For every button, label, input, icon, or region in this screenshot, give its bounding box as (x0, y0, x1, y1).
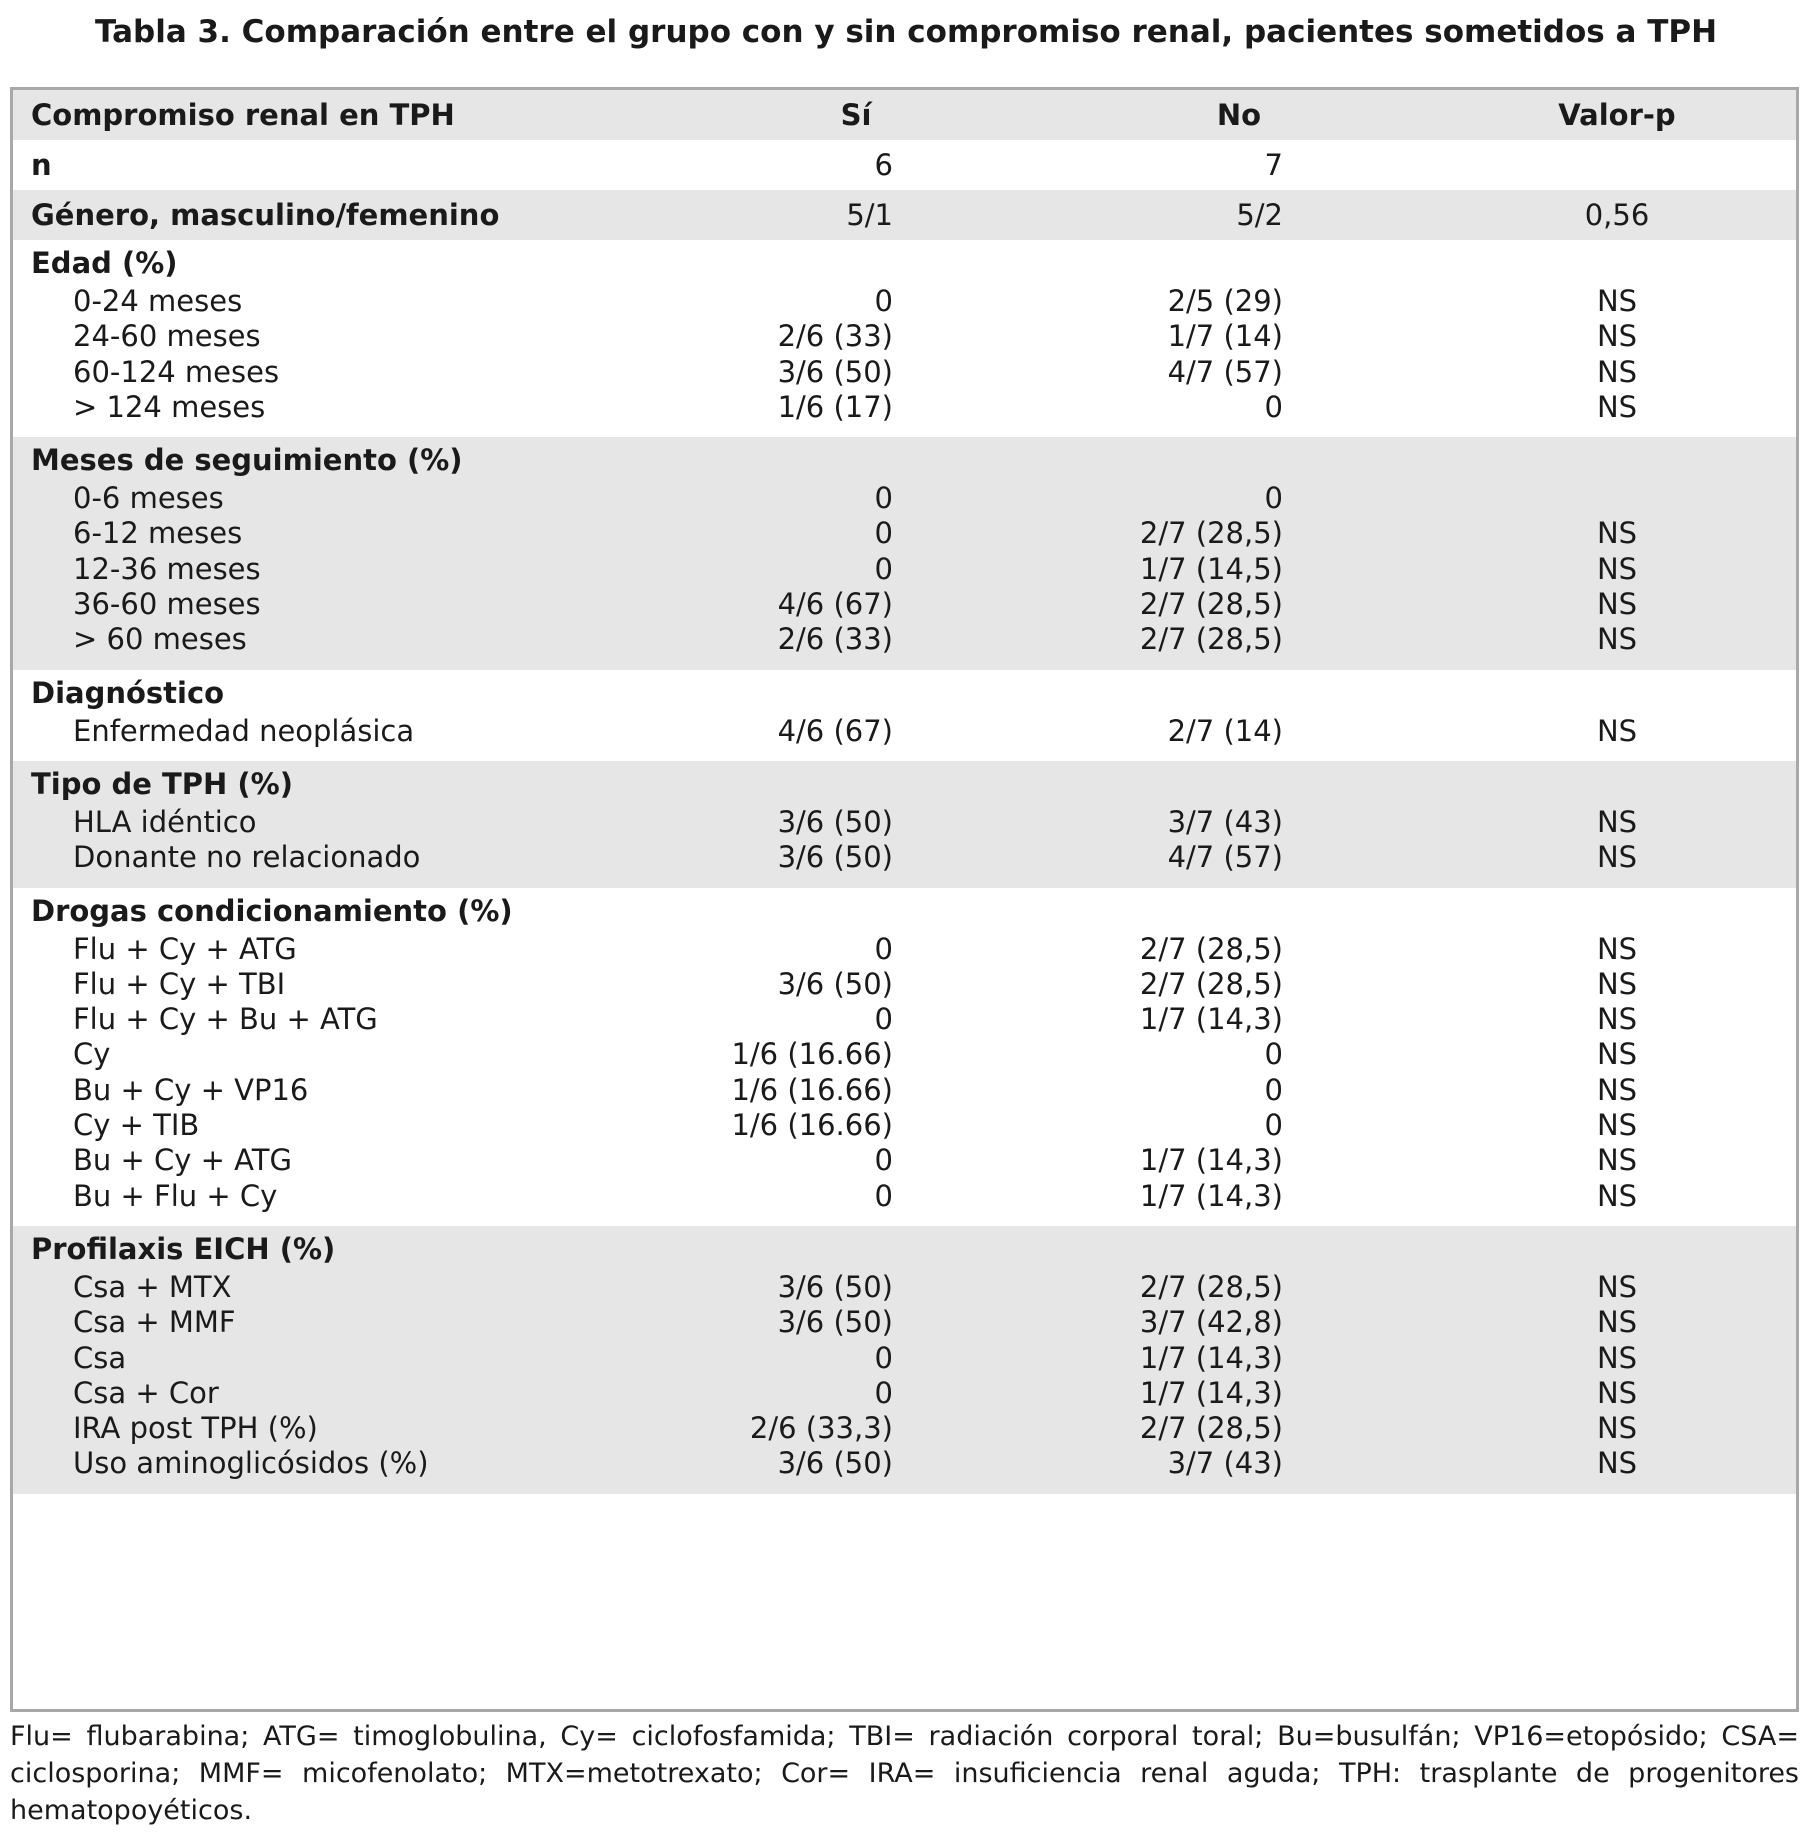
table-section (13, 240, 1796, 437)
cell-no: 1/7 (14) (1167, 319, 1283, 354)
cell-si: 1/6 (17) (777, 389, 893, 424)
row-label: Csa + MMF (73, 1305, 236, 1340)
cell-valor-p: NS (1596, 1143, 1638, 1178)
table-sub-row (13, 932, 1796, 966)
cell-no: 2/7 (28,5) (1139, 931, 1283, 966)
cell-valor-p: NS (1596, 551, 1638, 586)
cell-si: 0 (874, 1002, 893, 1037)
row-label: > 124 meses (73, 389, 266, 424)
table-row (13, 246, 1796, 280)
row-label: IRA post TPH (%) (73, 1411, 318, 1446)
table-section (13, 761, 1796, 888)
cell-si: 3/6 (50) (777, 804, 893, 839)
cell-valor-p: NS (1596, 1340, 1638, 1375)
table-sub-row (13, 805, 1796, 839)
cell-valor-p: NS (1596, 966, 1638, 1001)
cell-no: 2/5 (29) (1167, 284, 1283, 318)
cell-no: 1/7 (14,3) (1139, 1143, 1283, 1178)
row-label: Drogas condicionamiento (%) (31, 893, 513, 928)
cell-no: 4/7 (57) (1167, 354, 1283, 389)
row-label: Flu + Cy + ATG (73, 931, 297, 966)
row-label: Cy + TIB (73, 1108, 200, 1143)
table-row (13, 1232, 1796, 1266)
table-row (13, 148, 1796, 182)
header-valor-p: Valor-p (1558, 98, 1676, 132)
data-table (10, 87, 1799, 1712)
table-sub-row (13, 1446, 1796, 1480)
table-sub-row (13, 1073, 1796, 1107)
cell-valor-p: NS (1596, 1446, 1638, 1481)
table-sub-row (13, 1179, 1796, 1213)
table-sub-row (13, 1376, 1796, 1410)
row-label: > 60 meses (73, 622, 247, 657)
row-label: Enfermedad neoplásica (73, 713, 415, 748)
cell-valor-p: NS (1596, 840, 1638, 875)
cell-valor-p: NS (1596, 389, 1638, 424)
row-label: Donante no relacionado (73, 840, 421, 875)
cell-si: 0 (874, 1178, 893, 1213)
cell-no: 1/7 (14,5) (1139, 551, 1283, 586)
cell-si: 3/6 (50) (777, 1269, 893, 1304)
row-label: 0-6 meses (73, 481, 224, 516)
cell-si: 5/1 (846, 198, 893, 232)
cell-valor-p: NS (1596, 1178, 1638, 1213)
cell-si: 2/6 (33) (777, 319, 893, 354)
cell-no: 0 (1264, 1072, 1283, 1107)
cell-si: 3/6 (50) (777, 1446, 893, 1481)
cell-no: 2/7 (28,5) (1139, 622, 1283, 657)
cell-no: 2/7 (28,5) (1139, 966, 1283, 1001)
cell-si: 0 (874, 481, 893, 516)
table-sub-row (13, 355, 1796, 389)
table-section (13, 670, 1796, 761)
table-footnote: Flu= flubarabina; ATG= timoglobulina, Cy= ciclofosfamida; TBI= radiación corporal toral; Bu=busulfán; VP16=etopósido; CSA= ciclosporina; MMF= micofenolato; MTX=metotrexato; Cor= IRA= insuficiencia renal aguda; TPH: trasplante de progenitores hematopoyéticos. (10, 1721, 1799, 1826)
row-label: 24-60 meses (73, 319, 261, 354)
cell-si: 0 (874, 284, 893, 318)
table-sub-row (13, 1341, 1796, 1375)
cell-no: 3/7 (43) (1167, 804, 1283, 839)
cell-valor-p: NS (1596, 1305, 1638, 1340)
cell-si: 1/6 (16.66) (731, 1037, 893, 1072)
table-sub-row (13, 587, 1796, 621)
table-sub-row (13, 552, 1796, 586)
row-label: 60-124 meses (73, 354, 280, 389)
table-sub-row (13, 516, 1796, 550)
row-label: Cy (73, 1037, 111, 1072)
cell-no: 3/7 (42,8) (1139, 1305, 1283, 1340)
cell-valor-p: NS (1596, 587, 1638, 622)
cell-no: 0 (1264, 481, 1283, 516)
cell-si: 0 (874, 516, 893, 551)
row-label: Bu + Cy + ATG (73, 1143, 292, 1178)
table-row (13, 198, 1796, 232)
row-label: 6-12 meses (73, 516, 243, 551)
cell-valor-p: NS (1596, 1269, 1638, 1304)
header-si: Sí (840, 98, 872, 132)
table-sub-row (13, 1305, 1796, 1339)
cell-si: 3/6 (50) (777, 966, 893, 1001)
table-title: Tabla 3. Comparación entre el grupo con y sin compromiso renal, pacientes sometidos a TPH (94, 14, 1718, 50)
table-body (13, 140, 1796, 1494)
cell-no: 4/7 (57) (1167, 840, 1283, 875)
cell-si: 0 (874, 1375, 893, 1410)
table-sub-row (13, 1037, 1796, 1071)
row-label: Tipo de TPH (%) (31, 766, 293, 801)
table-sub-row (13, 1270, 1796, 1304)
cell-valor-p: NS (1596, 1072, 1638, 1107)
row-label: Género, masculino/femenino (31, 198, 500, 232)
table-sub-row (13, 967, 1796, 1001)
row-label: 12-36 meses (73, 551, 261, 586)
row-label: Flu + Cy + Bu + ATG (73, 1002, 378, 1037)
table-section (13, 437, 1796, 670)
cell-si: 6 (874, 148, 893, 182)
cell-no: 2/7 (28,5) (1139, 1269, 1283, 1304)
table-section (13, 888, 1796, 1226)
cell-no: 1/7 (14,3) (1139, 1340, 1283, 1375)
cell-no: 0 (1264, 1037, 1283, 1072)
cell-valor-p: 0,56 (1584, 198, 1650, 232)
table-sub-row (13, 1108, 1796, 1142)
table-sub-row (13, 481, 1796, 515)
cell-valor-p: NS (1596, 622, 1638, 657)
cell-valor-p: NS (1596, 1375, 1638, 1410)
cell-si: 3/6 (50) (777, 1305, 893, 1340)
table-sub-row (13, 1002, 1796, 1036)
table-sub-row (13, 1411, 1796, 1445)
cell-si: 1/6 (16.66) (731, 1108, 893, 1143)
cell-si: 0 (874, 1340, 893, 1375)
cell-no: 2/7 (14) (1167, 713, 1283, 748)
table-section (13, 190, 1796, 240)
cell-no: 2/7 (28,5) (1139, 587, 1283, 622)
cell-no: 7 (1264, 148, 1283, 182)
cell-valor-p: NS (1596, 931, 1638, 966)
row-label: Bu + Flu + Cy (73, 1178, 278, 1213)
row-label: Csa + Cor (73, 1375, 219, 1410)
cell-no: 1/7 (14,3) (1139, 1375, 1283, 1410)
cell-no: 2/7 (28,5) (1139, 516, 1283, 551)
cell-si: 3/6 (50) (777, 354, 893, 389)
table-section (13, 140, 1796, 190)
row-label: HLA idéntico (73, 804, 257, 839)
cell-valor-p: NS (1596, 1037, 1638, 1072)
cell-valor-p: NS (1596, 1411, 1638, 1446)
cell-si: 4/6 (67) (777, 713, 893, 748)
cell-si: 1/6 (16.66) (731, 1072, 893, 1107)
row-label: 36-60 meses (73, 587, 261, 622)
table-sub-row (13, 622, 1796, 656)
cell-valor-p: NS (1596, 1002, 1638, 1037)
cell-no: 0 (1264, 389, 1283, 424)
table-sub-row (13, 319, 1796, 353)
header-no: No (1216, 98, 1262, 132)
cell-valor-p: NS (1596, 284, 1638, 318)
row-label: n (31, 148, 52, 182)
cell-si: 0 (874, 931, 893, 966)
cell-si: 2/6 (33,3) (749, 1411, 893, 1446)
row-label: 0-24 meses (73, 284, 243, 318)
table-header-section (13, 90, 1796, 140)
table-header-row (13, 90, 1796, 140)
cell-valor-p: NS (1596, 319, 1638, 354)
table-sub-row (13, 284, 1796, 318)
cell-valor-p: NS (1596, 1108, 1638, 1143)
cell-valor-p: NS (1596, 713, 1638, 748)
cell-si: 3/6 (50) (777, 840, 893, 875)
row-label: Csa (73, 1340, 127, 1375)
cell-no: 1/7 (14,3) (1139, 1178, 1283, 1213)
row-label: Flu + Cy + TBI (73, 966, 286, 1001)
cell-valor-p: NS (1596, 516, 1638, 551)
cell-si: 4/6 (67) (777, 587, 893, 622)
cell-no: 2/7 (28,5) (1139, 1411, 1283, 1446)
table-sub-row (13, 714, 1796, 748)
row-label: Edad (%) (31, 246, 178, 280)
cell-no: 1/7 (14,3) (1139, 1002, 1283, 1037)
table-sub-row (13, 1143, 1796, 1177)
row-label: Uso aminoglicósidos (%) (73, 1446, 429, 1481)
header-compromiso-renal: Compromiso renal en TPH (31, 98, 455, 132)
cell-si: 0 (874, 1143, 893, 1178)
row-label: Meses de seguimiento (%) (31, 443, 463, 478)
row-label: Diagnóstico (31, 675, 225, 710)
table-row (13, 676, 1796, 710)
table-sub-row (13, 840, 1796, 874)
table-section (13, 1226, 1796, 1494)
row-label: Bu + Cy + VP16 (73, 1072, 309, 1107)
cell-no: 3/7 (43) (1167, 1446, 1283, 1481)
cell-no: 0 (1264, 1108, 1283, 1143)
table-row (13, 767, 1796, 801)
row-label: Profilaxis EICH (%) (31, 1231, 336, 1266)
cell-no: 5/2 (1236, 198, 1283, 232)
cell-si: 0 (874, 551, 893, 586)
table-sub-row (13, 390, 1796, 424)
row-label: Csa + MTX (73, 1269, 232, 1304)
cell-valor-p: NS (1596, 354, 1638, 389)
cell-si: 2/6 (33) (777, 622, 893, 657)
table-row (13, 894, 1796, 928)
table-row (13, 443, 1796, 477)
cell-valor-p: NS (1596, 804, 1638, 839)
